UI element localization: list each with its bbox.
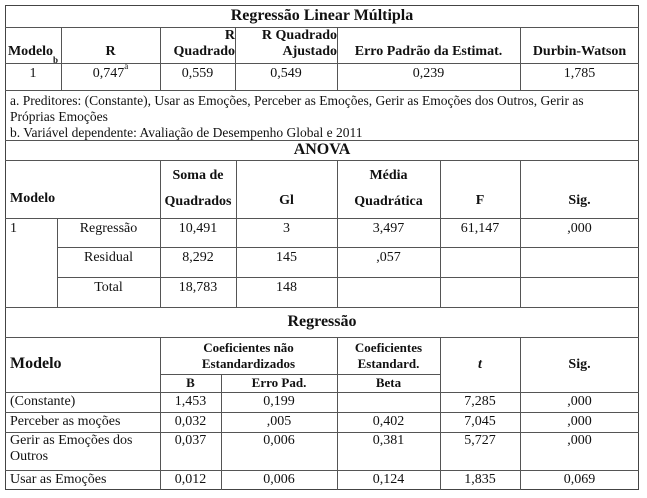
anova-row-gl: 145 bbox=[276, 250, 297, 265]
anova-header-media-line2: Quadrática bbox=[354, 194, 423, 209]
anova-header-media bbox=[337, 160, 440, 218]
anova-header-f: F bbox=[475, 193, 485, 208]
header-r-ajustado bbox=[235, 27, 337, 63]
anova-row-sig bbox=[520, 247, 639, 277]
coef-row-erro: 0,006 bbox=[263, 433, 295, 448]
coef-row-t: 1,835 bbox=[464, 472, 496, 487]
header-r-ajustado-line1: R Quadrado bbox=[261, 27, 337, 43]
anova-row-media: 3,497 bbox=[372, 221, 405, 236]
anova-row-media: ,057 bbox=[376, 250, 401, 265]
anova-row-gl: 3 bbox=[283, 221, 290, 236]
coef-row-t: 7,045 bbox=[464, 414, 496, 429]
coefficients-title: Regressão bbox=[287, 313, 357, 330]
coef-header-beta: Beta bbox=[375, 375, 402, 390]
coef-row-beta: 0,124 bbox=[372, 472, 405, 487]
anova-row-soma: 8,292 bbox=[182, 250, 214, 265]
coef-row-sig: 0,069 bbox=[563, 472, 596, 487]
coef-row-label: Usar as Emoções bbox=[10, 472, 107, 487]
coef-row-beta bbox=[337, 392, 440, 412]
anova-header-soma bbox=[160, 160, 236, 218]
coef-row-beta: 0,402 bbox=[372, 414, 405, 429]
header-r-quadrado-line2: Quadrado bbox=[173, 43, 235, 59]
footnotes bbox=[6, 91, 640, 141]
anova-row-label: Total bbox=[94, 280, 123, 295]
anova-title: ANOVA bbox=[293, 141, 351, 158]
anova-row-sig: ,000 bbox=[567, 221, 592, 236]
coef-row-b: 0,037 bbox=[174, 433, 207, 448]
anova-header-soma-line1: Soma de bbox=[172, 168, 224, 183]
footnote-a-line2: Próprias Emoções bbox=[10, 109, 108, 124]
coef-header-nao-std bbox=[160, 337, 337, 374]
header-durbin-watson: Durbin-Watson bbox=[532, 44, 627, 59]
coef-row-b: 0,012 bbox=[174, 472, 207, 487]
coef-row-label: (Constante) bbox=[10, 394, 76, 409]
anova-row-f bbox=[440, 277, 520, 307]
anova-row-f bbox=[440, 247, 520, 277]
model-summary-title: Regressão Linear Múltipla bbox=[230, 7, 414, 24]
anova-row-label: Residual bbox=[84, 250, 133, 265]
coef-row-label: Perceber as moções bbox=[10, 414, 121, 429]
coef-row-b: 0,032 bbox=[174, 414, 207, 429]
footnote-a-line1: a. Preditores: (Constante), Usar as Emoções, Perceber as Emoções, Gerir as Emoções dos Outros, Gerir as bbox=[10, 93, 584, 108]
cell-r: 0,747 a bbox=[92, 61, 129, 81]
coef-row-sig: ,000 bbox=[567, 394, 592, 409]
anova-row-media bbox=[337, 277, 440, 307]
coef-row-beta: 0,381 bbox=[372, 433, 405, 448]
coef-header-sig: Sig. bbox=[568, 356, 591, 372]
coef-row-sig: ,000 bbox=[567, 433, 592, 448]
anova-model-number: 1 bbox=[10, 221, 17, 236]
coef-row-erro: 0,006 bbox=[263, 472, 295, 487]
coef-header-t: t bbox=[478, 356, 482, 372]
coef-header-modelo: Modelo bbox=[10, 355, 62, 372]
coef-row-erro: ,005 bbox=[266, 414, 292, 429]
coef-header-b: B bbox=[186, 375, 195, 390]
cell-r-ajustado: 0,549 bbox=[270, 66, 302, 81]
coef-row-b: 1,453 bbox=[174, 394, 207, 409]
header-modelo-text: Modelo bbox=[7, 44, 54, 59]
anova-header-sig: Sig. bbox=[568, 193, 591, 208]
header-r-ajustado-line2: Ajustado bbox=[282, 43, 337, 59]
header-r-quadrado-line1: R bbox=[224, 27, 235, 43]
cell-erro-padrao: 0,239 bbox=[412, 66, 445, 81]
coef-row-sig: ,000 bbox=[567, 414, 592, 429]
coef-header-nao-std-line1: Coeficientes não bbox=[203, 339, 294, 355]
coef-header-std-line1: Coeficientes bbox=[354, 339, 423, 355]
coef-header-erro: Erro Pad. bbox=[251, 375, 307, 390]
coef-row-erro: 0,199 bbox=[263, 394, 295, 409]
cell-durbin-watson: 1,785 bbox=[563, 66, 596, 81]
anova-header-media-line1: Média bbox=[369, 168, 408, 183]
coef-header-std bbox=[337, 337, 440, 374]
anova-row-label: Regressão bbox=[79, 221, 138, 236]
coef-row-label: Gerir as Emoções dos Outros bbox=[10, 433, 133, 464]
anova-row-sig bbox=[520, 277, 639, 307]
anova-row-soma: 18,783 bbox=[178, 280, 218, 295]
header-modelo: Modelo b bbox=[7, 44, 59, 65]
header-erro-padrao: Erro Padrão da Estimat. bbox=[354, 44, 503, 59]
anova-row-gl: 148 bbox=[276, 280, 297, 295]
anova-row-soma: 10,491 bbox=[178, 221, 218, 236]
footnote-b: b. Variável dependente: Avaliação de Desempenho Global e 2011 bbox=[10, 125, 363, 140]
header-r: R bbox=[105, 44, 116, 59]
cell-r-quadrado: 0,559 bbox=[181, 66, 214, 81]
coef-header-std-line2: Estandard. bbox=[357, 355, 420, 371]
anova-header-modelo: Modelo bbox=[10, 191, 56, 206]
coef-row-t: 7,285 bbox=[464, 394, 496, 409]
anova-header-soma-line2: Quadrados bbox=[164, 194, 232, 209]
coef-header-nao-std-line2: Estandardizados bbox=[201, 355, 296, 371]
cell-r-value: 0,747 bbox=[92, 66, 125, 81]
coef-row-t: 5,727 bbox=[464, 433, 496, 448]
header-r-quadrado bbox=[160, 27, 235, 63]
anova-row-f: 61,147 bbox=[460, 221, 500, 236]
anova-header-gl: Gl bbox=[279, 193, 294, 208]
cell-modelo: 1 bbox=[29, 66, 37, 81]
